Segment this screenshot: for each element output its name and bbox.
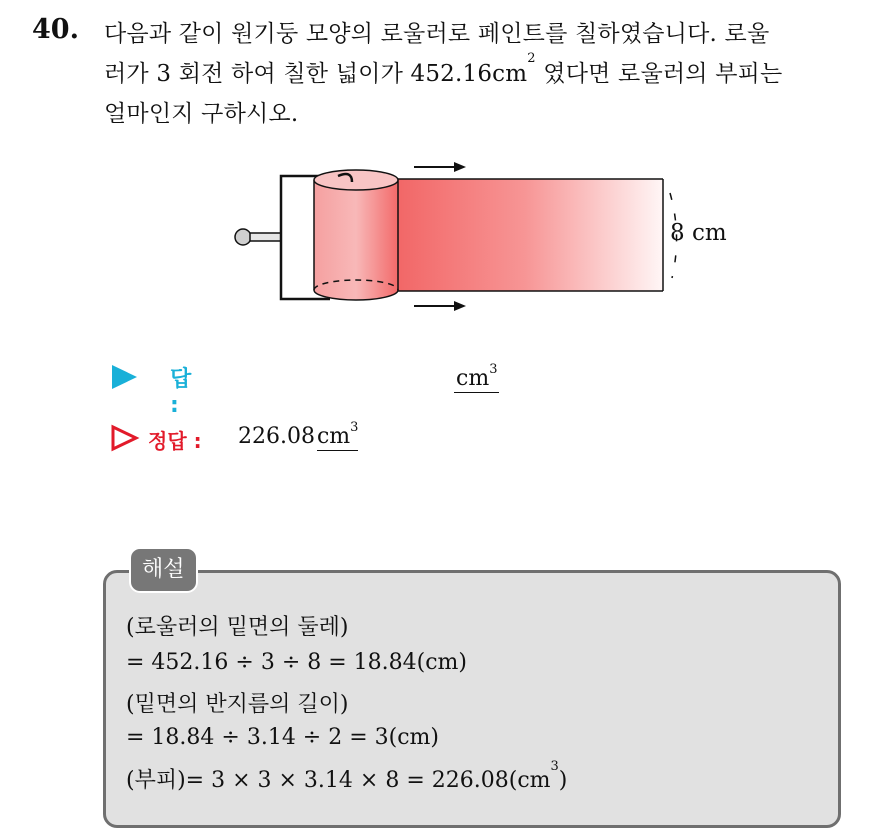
question-text-line-2b: 였다면 로울러의 부피는 [535,61,783,87]
question-text-line-2a: 러가 3 회전 하여 칠한 넓이가 452.16cm [104,61,528,87]
answer-unit-exponent: 3 [489,362,498,377]
correct-answer-unit-wrap [316,420,359,451]
explanation-line-3: (밑면의 반지름의 길이) [126,692,349,717]
roller-top-face [314,170,398,190]
answer-unit-blank[interactable] [454,362,499,393]
correct-answer-label: 정답 : [148,429,202,453]
explanation-line-2: = 452.16 ÷ 3 ÷ 8 = 18.84(cm) [126,650,467,675]
explanation-line-4: = 18.84 ÷ 3.14 ÷ 2 = 3(cm) [126,725,439,750]
volume-unit-exponent: 3 [550,759,559,774]
correct-triangle-icon [110,422,142,452]
roller-figure [0,0,884,340]
correct-answer-number: 226.08 [238,424,315,449]
explanation-line-5 [126,759,568,794]
correct-answer-unit-exponent: 3 [350,420,359,435]
question-text-line-1: 다음과 같이 원기둥 모양의 로울러로 페인트를 칠하였습니다. 로울 [104,21,770,47]
handle-knob [235,229,251,245]
arrow-top-icon [414,162,466,172]
answer-triangle-icon [110,362,140,392]
correct-answer-unit: cm [316,424,351,449]
handle-shaft [250,233,281,241]
area-unit-exponent: 2 [527,51,536,66]
answer-unit: cm [456,366,490,391]
dimension-label: 8 cm [670,220,727,246]
arrow-bottom-icon [414,301,466,311]
painted-area [356,179,663,291]
explanation-line-1: (로울러의 밑면의 둘레) [126,615,349,640]
question-number: 40. [32,14,79,45]
answer-label: 답 : [170,367,192,418]
question-text-line-3: 얼마인지 구하시오. [104,101,299,127]
explanation-tab: 해설 [129,547,198,593]
explanation-line-5b: ) [558,768,568,793]
explanation-line-5a: (부피)= 3 × 3 × 3.14 × 8 = 226.08(cm [126,768,551,793]
correct-answer-value [238,420,359,449]
